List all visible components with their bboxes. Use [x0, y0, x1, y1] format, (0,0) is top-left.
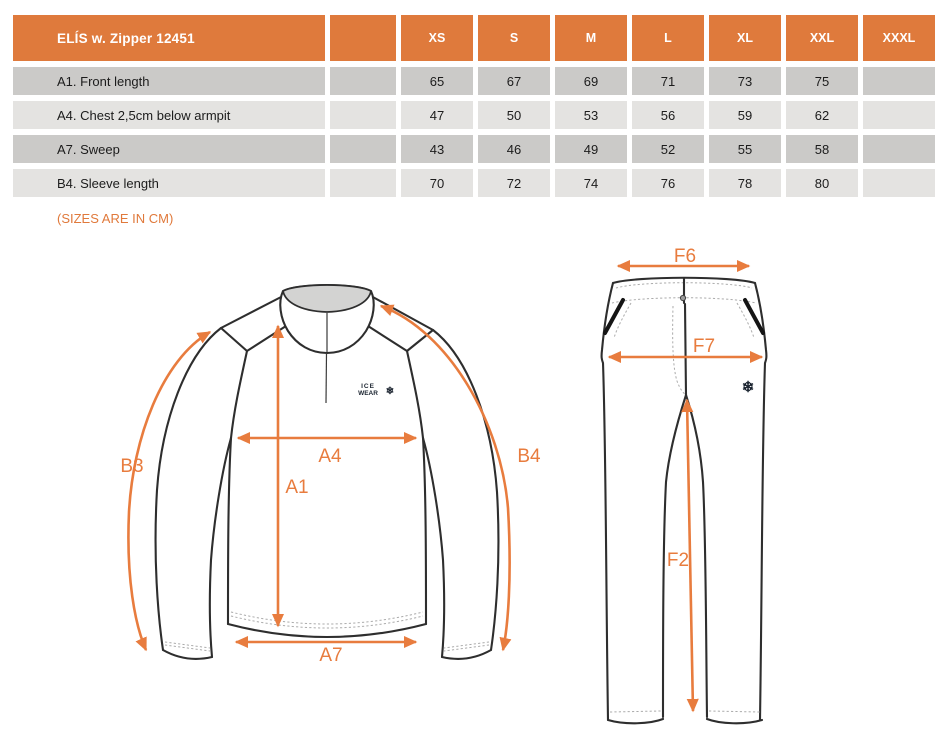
- table-header-spacer: [330, 15, 396, 61]
- size-header-m: M: [555, 15, 627, 61]
- cell-value: 52: [632, 135, 704, 163]
- table-title: ELÍS w. Zipper 12451: [13, 15, 325, 61]
- size-header-s: S: [478, 15, 550, 61]
- size-header-xl: XL: [709, 15, 781, 61]
- cell-value: 56: [632, 101, 704, 129]
- arrow-b4: [381, 306, 510, 650]
- row-spacer: [330, 101, 396, 129]
- logo-text-wear: WEAR: [358, 390, 378, 397]
- cell-value: 72: [478, 169, 550, 197]
- row-spacer: [330, 135, 396, 163]
- cell-value: 75: [786, 67, 858, 95]
- measurement-diagram: [0, 240, 949, 754]
- row-label: B4. Sleeve length: [13, 169, 325, 197]
- cell-value: 59: [709, 101, 781, 129]
- cell-value: 65: [401, 67, 473, 95]
- size-header-xxl: XXL: [786, 15, 858, 61]
- label-f7: F7: [692, 336, 716, 357]
- cell-value: 70: [401, 169, 473, 197]
- cell-value: 62: [786, 101, 858, 129]
- label-f2: F2: [666, 550, 690, 571]
- size-header-l: L: [632, 15, 704, 61]
- cell-value: 58: [786, 135, 858, 163]
- cell-value: 49: [555, 135, 627, 163]
- jacket-drawing: [156, 285, 499, 659]
- cell-value: [863, 67, 935, 95]
- row-label: A7. Sweep: [13, 135, 325, 163]
- cell-value: 73: [709, 67, 781, 95]
- label-b4: B4: [517, 446, 541, 467]
- cell-value: 76: [632, 169, 704, 197]
- row-label: A4. Chest 2,5cm below armpit: [13, 101, 325, 129]
- pants-drawing: [602, 278, 767, 724]
- size-header-xs: XS: [401, 15, 473, 61]
- row-spacer: [330, 169, 396, 197]
- icewear-logo: [358, 383, 394, 397]
- cell-value: 43: [401, 135, 473, 163]
- label-a1: A1: [285, 477, 309, 498]
- logo-snowflake-icon: ❄: [385, 386, 395, 397]
- cell-value: 69: [555, 67, 627, 95]
- sizes-in-cm-note: (SIZES ARE IN CM): [57, 211, 174, 226]
- label-a4: A4: [318, 446, 342, 467]
- cell-value: 55: [709, 135, 781, 163]
- label-a7: A7: [319, 645, 343, 666]
- cell-value: 67: [478, 67, 550, 95]
- row-label: A1. Front length: [13, 67, 325, 95]
- label-b3: B3: [120, 456, 144, 477]
- arrow-b3: [128, 332, 210, 650]
- cell-value: 78: [709, 169, 781, 197]
- cell-value: 74: [555, 169, 627, 197]
- size-table: [13, 15, 935, 197]
- cell-value: 47: [401, 101, 473, 129]
- cell-value: [863, 169, 935, 197]
- size-header-xxxl: XXXL: [863, 15, 935, 61]
- row-spacer: [330, 67, 396, 95]
- cell-value: 50: [478, 101, 550, 129]
- cell-value: 71: [632, 67, 704, 95]
- jacket-measure-arrows: [120, 306, 541, 666]
- cell-value: [863, 101, 935, 129]
- cell-value: 46: [478, 135, 550, 163]
- cell-value: 53: [555, 101, 627, 129]
- label-f6: F6: [673, 246, 697, 267]
- pants-snowflake-icon: ❄: [741, 379, 755, 396]
- cell-value: [863, 135, 935, 163]
- logo-text-ice: ICE: [361, 383, 375, 390]
- cell-value: 80: [786, 169, 858, 197]
